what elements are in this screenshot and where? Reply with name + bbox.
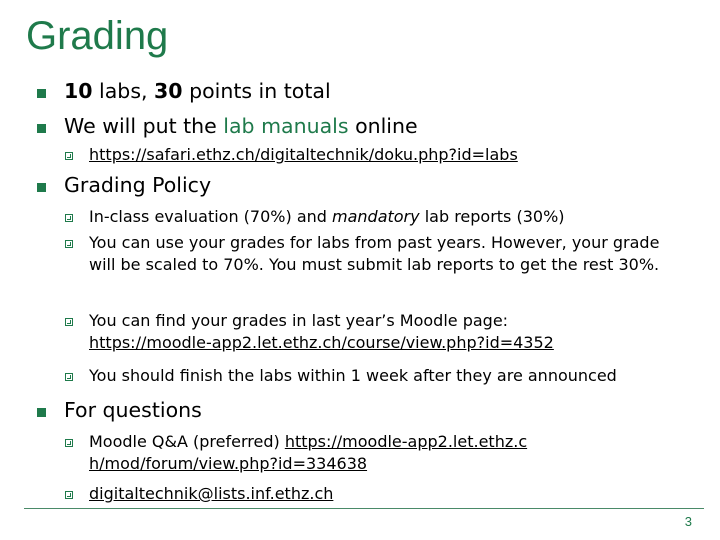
hollow-square-bullet-icon bbox=[65, 373, 73, 381]
policy-1-text-post: lab reports (30%) bbox=[419, 207, 565, 226]
labs-points-bullet bbox=[64, 79, 331, 103]
policy-item-deadline: You should finish the labs within 1 week after they are announced bbox=[89, 366, 617, 385]
points-total: 30 bbox=[154, 79, 183, 103]
labs-count: 10 bbox=[64, 79, 93, 103]
questions-item-moodle bbox=[89, 431, 529, 475]
footer-divider bbox=[24, 508, 704, 509]
questions-heading: For questions bbox=[64, 398, 202, 422]
hollow-square-bullet-icon bbox=[65, 491, 73, 499]
lab-manuals-link[interactable]: lab manuals bbox=[223, 114, 349, 138]
hollow-square-bullet-icon bbox=[65, 152, 73, 160]
square-bullet-icon bbox=[37, 408, 46, 417]
manuals-url-item bbox=[89, 144, 689, 166]
square-bullet-icon bbox=[37, 89, 46, 98]
page-number: 3 bbox=[684, 514, 692, 529]
square-bullet-icon bbox=[37, 124, 46, 133]
questions-1-text: Moodle Q&A (preferred) bbox=[89, 432, 285, 451]
manuals-text-pre: We will put the bbox=[64, 114, 224, 138]
hollow-square-bullet-icon bbox=[65, 240, 73, 248]
hollow-square-bullet-icon bbox=[65, 318, 73, 326]
email-link[interactable]: digitaltechnik@lists.inf.ethz.ch bbox=[89, 484, 334, 503]
manuals-url-link[interactable]: https://safari.ethz.ch/digitaltechnik/doku.php?id=labs bbox=[89, 145, 518, 164]
hollow-square-bullet-icon bbox=[65, 214, 73, 222]
questions-item-email bbox=[89, 483, 689, 505]
slide-title: Grading bbox=[26, 14, 169, 58]
grading-policy-heading: Grading Policy bbox=[64, 173, 212, 197]
lab-manuals-bullet bbox=[64, 114, 418, 138]
policy-1-text: In-class evaluation (70%) and bbox=[89, 207, 332, 226]
policy-3-text: You can find your grades in last year’s Moodle page: bbox=[89, 311, 509, 330]
policy-1-emphasis: mandatory bbox=[332, 207, 420, 226]
points-text: points in total bbox=[182, 79, 331, 103]
hollow-square-bullet-icon bbox=[65, 439, 73, 447]
policy-item-past-grades: You can use your grades for labs from past years. However, your grade will be scaled to 70%. You must submit lab reports to get the rest 30%. bbox=[89, 233, 660, 274]
moodle-course-link[interactable]: https://moodle-app2.let.ethz.ch/course/view.php?id=4352 bbox=[89, 333, 554, 352]
labs-text: labs, bbox=[92, 79, 155, 103]
square-bullet-icon bbox=[37, 183, 46, 192]
policy-item-evaluation bbox=[89, 206, 689, 228]
policy-item-moodle-grades bbox=[89, 310, 689, 354]
manuals-text-post: online bbox=[348, 114, 418, 138]
moodle-forum-link[interactable]: https://moodle-app2.let.ethz.ch/mod/forum/view.php?id=334638 bbox=[89, 432, 528, 473]
